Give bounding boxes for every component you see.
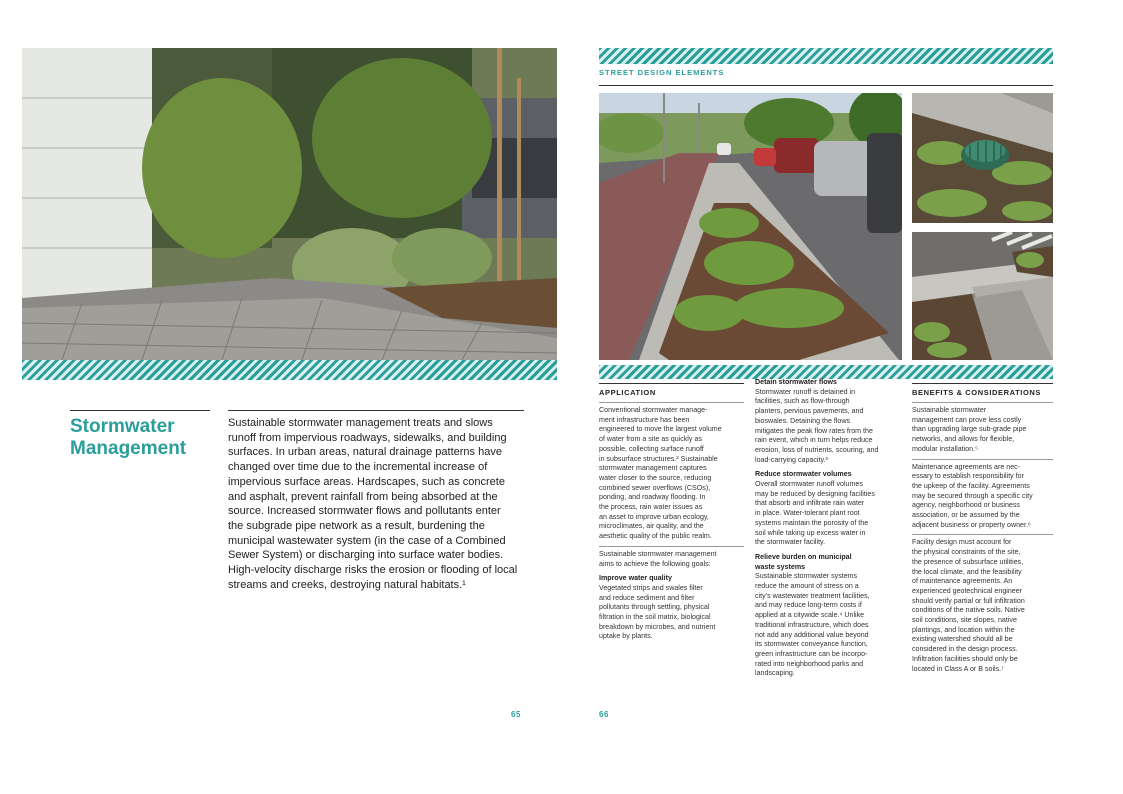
text-line: in place. Water-tolerant plant root — [755, 509, 860, 518]
text-line: the presence of subsurface utilities, — [912, 557, 1024, 566]
header-hatch-band — [599, 48, 1053, 64]
subheading: Improve water quality — [599, 574, 672, 583]
page-number-right: 66 — [599, 710, 609, 719]
text-line: soil while taking up excess water in — [755, 528, 866, 537]
text-line: erosion, loss of nutrients, scouring, and — [755, 445, 879, 454]
col1-subrule — [599, 402, 744, 403]
text-line: management can prove less costly — [912, 415, 1022, 424]
col1-heading: APPLICATION — [599, 388, 656, 397]
text-line: landscaping. — [755, 669, 795, 678]
text-line: plantings, and location within the — [912, 625, 1015, 634]
intro-rule — [228, 410, 524, 411]
text-line: breakdown by microbes, and nutrient — [599, 622, 716, 631]
intro-line: source. Increased stormwater flows and pollutants enter — [228, 505, 501, 518]
text-line: existing watershed should all be — [912, 635, 1013, 644]
text-line: Sustainable stormwater — [912, 406, 987, 414]
text-line: planters, pervious pavements, and — [755, 407, 864, 416]
intro-line: runoff from impervious roadways, sidewalks, and building — [228, 431, 507, 444]
text-line: not add any additional value beyond — [755, 630, 869, 639]
text-line: its stormwater conveyance function, — [755, 640, 868, 649]
page-title — [70, 416, 220, 460]
paragraph-divider — [912, 534, 1053, 535]
intro-line: impervious surface areas. Hardscapes, such as concrete — [228, 475, 505, 488]
text-line: applied at a citywide scale.⁴ Unlike — [755, 611, 865, 620]
text-line: Vegetated strips and swales filter — [599, 583, 703, 592]
col1-rule — [599, 383, 744, 384]
text-line: essary to establish responsibility for — [912, 472, 1024, 481]
intro-line: Sustainable stormwater management treats and slows — [228, 417, 493, 429]
text-line: Infiltration facilities should only be — [912, 654, 1018, 663]
subheading: waste systems — [755, 562, 806, 571]
text-line: should verify partial or full infiltration — [912, 596, 1025, 605]
text-line: that absorb and infiltrate rain water — [755, 499, 865, 508]
section-label: STREET DESIGN ELEMENTS — [599, 68, 725, 77]
col3-heading: BENEFITS & CONSIDERATIONS — [912, 388, 1042, 397]
subheading: Detain stormwater flows — [755, 378, 837, 386]
intro-line: municipal wastewater system (in the case of a Combined — [228, 534, 506, 547]
text-line: in subsurface structures.² Sustainable — [599, 454, 718, 463]
text-line: the physical constraints of the site, — [912, 548, 1021, 557]
intro-line: streams and creeks, destroying natural habitats.¹ — [228, 578, 466, 591]
text-line: adjacent business or property owner.⁶ — [912, 520, 1031, 529]
text-line: Maintenance agreements are nec- — [912, 462, 1021, 471]
text-line: experienced geotechnical engineer — [912, 586, 1023, 595]
benefits-column — [912, 406, 1057, 674]
text-line: possible, collecting surface runoff — [599, 444, 704, 453]
text-line: of water from a site as quickly as — [599, 435, 702, 444]
text-line: water closer to the source, reducing — [599, 473, 712, 482]
text-line: bioswales. Detaining the flows — [755, 416, 851, 425]
title-rule — [70, 410, 210, 411]
text-line: rain event, which in turn helps reduce — [755, 436, 873, 445]
text-line: agency, neighborhood or business — [912, 501, 1020, 510]
text-line: soil conditions, site slopes, native — [912, 616, 1017, 625]
intro-line: and asphalt, prevent rainfall from being absorbed at the — [228, 490, 498, 503]
text-line: combined sewer overflows (CSOs), — [599, 483, 711, 492]
intro-line: Sewer System) or discharging into surface water bodies. — [228, 549, 504, 562]
text-line: Stormwater runoff is detained in — [755, 387, 856, 396]
intro-line: changed over time due to the incremental increase of — [228, 461, 488, 474]
text-line: an asset to improve urban ecology, — [599, 512, 709, 521]
intro-line: surfaces. In urban areas, natural drainage patterns have — [228, 446, 502, 459]
text-line: conditions of the native soils. Native — [912, 606, 1025, 615]
text-line: traditional infrastructure, which does — [755, 620, 869, 629]
text-line: facilities, such as flow-through — [755, 397, 850, 406]
text-line: pollutants through settling, physical — [599, 603, 710, 612]
page-title-line: Management — [70, 438, 187, 459]
paragraph-divider — [599, 546, 744, 547]
text-line: Sustainable stormwater management — [599, 549, 717, 558]
text-line: Sustainable stormwater systems — [755, 572, 858, 581]
text-line: rated into neighborhood parks and — [755, 659, 864, 668]
text-line: load-carrying capacity.³ — [755, 455, 828, 464]
text-line: filtration in the soil matrix, biological — [599, 613, 711, 622]
intro-line: the subgrade pipe network as a result, burdening the — [228, 519, 485, 532]
text-line: of maintenance agreements. An — [912, 577, 1013, 586]
text-line: may be reduced by designing facilities — [755, 489, 875, 498]
text-line: and may reduce long-term costs if — [755, 601, 862, 610]
text-line: Overall stormwater runoff volumes — [755, 480, 863, 489]
text-line: aims to achieve the following goals: — [599, 559, 711, 568]
text-line: engineered to move the largest volume — [599, 425, 722, 434]
curb-cut-photo — [912, 232, 1053, 360]
text-line: stormwater management captures — [599, 464, 707, 473]
text-line: green infrastructure can be incorpo- — [755, 649, 868, 658]
header-rule — [599, 85, 1053, 86]
text-line: mitigates the peak flow rates from the — [755, 426, 873, 435]
text-line: the stormwater facility. — [755, 538, 826, 547]
street-photo — [599, 93, 902, 360]
text-line: and reduce sediment and filter — [599, 593, 695, 602]
text-line: ment infrastructure has been — [599, 415, 690, 424]
text-line: microclimates, air quality, and the — [599, 522, 704, 531]
garden-photo — [22, 48, 557, 360]
right-photo-hatch-band — [599, 365, 1053, 379]
text-line: reduce the amount of stress on a — [755, 582, 859, 591]
text-line: considered in the design process. — [912, 645, 1018, 654]
page-title-line: Stormwater — [70, 416, 175, 437]
text-line: located in Class A or B soils.⁷ — [912, 664, 1004, 673]
photo-hatch-band — [22, 360, 557, 380]
text-line: ponding, and roadway flooding. In — [599, 493, 706, 502]
intro-line: High-velocity discharge risks the erosion or flooding of local — [228, 564, 518, 577]
drain-photo — [912, 93, 1053, 223]
subheading: Reduce stormwater volumes — [755, 470, 852, 479]
text-line: the local climate, and the feasibility — [912, 567, 1022, 576]
text-line: modular installation.⁵ — [912, 444, 979, 453]
text-line: aesthetic quality of the public realm. — [599, 532, 712, 541]
text-line: the upkeep of the facility. Agreements — [912, 481, 1030, 490]
page-number-left: 65 — [511, 710, 521, 719]
paragraph-divider — [912, 459, 1053, 460]
subheading: Relieve burden on municipal — [755, 552, 852, 561]
text-line: may be secured through a specific city — [912, 491, 1033, 500]
text-line: networks, and allows for flexible, — [912, 435, 1015, 444]
text-line: Facility design must account for — [912, 538, 1012, 547]
application-column — [599, 406, 749, 642]
col3-rule — [912, 383, 1053, 384]
intro-paragraph — [228, 416, 528, 592]
text-line: than upgrading large sub-grade pipe — [912, 425, 1027, 434]
text-line: association, or be assumed by the — [912, 511, 1020, 520]
text-line: city’s wastewater treatment facilities, — [755, 591, 870, 600]
text-line: the process, rain water issues as — [599, 503, 703, 512]
goals-column — [755, 378, 905, 679]
col3-subrule — [912, 402, 1053, 403]
text-line: uptake by plants. — [599, 632, 653, 641]
text-line: systems maintain the porosity of the — [755, 518, 869, 527]
text-line: Conventional stormwater manage- — [599, 406, 708, 414]
